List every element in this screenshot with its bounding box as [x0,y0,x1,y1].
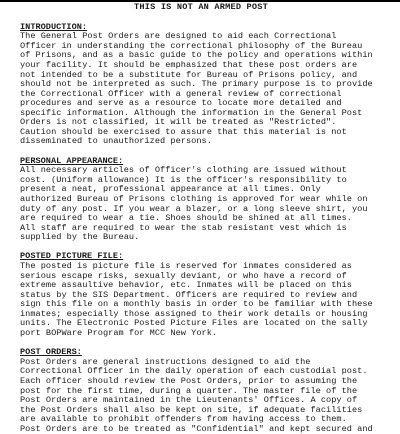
text-line: the Correctional Officer with a general review of correctional [20,88,342,99]
section-heading: POST ORDERS: [20,347,82,358]
section-post-orders [20,348,382,434]
post-header: THIS IS NOT AN ARMED POST [134,2,268,12]
text-line: supplied by the Bureau. [20,232,140,243]
text-line: Post Orders are general instructions designed to aid the [20,356,311,367]
text-line: should not be interpreted as such. The primary purpose is to provide [20,79,373,90]
text-line: present a neat, professional appearance at all times. Only [20,184,321,195]
text-line: authorized Bureau of Prisons clothing is approved for wear while on [20,193,368,204]
text-line: of Prisons, and as a basic guide to the policy and operations within [20,50,373,61]
section-heading: PERSONAL APPEARANCE: [20,155,124,166]
text-line: All necessary articles of Officer's clothing are issued without [20,165,347,176]
text-line: duty of any post. If you wear a blazer, or a long sleeve shirt, you [20,203,368,214]
text-line: All staff are required to wear the stab resistant vest which is [20,222,347,233]
text-line: Caution should be exercised to assure that this material is not [20,126,347,137]
section-body [20,358,382,434]
section-heading: POSTED PICTURE FILE: [20,251,124,262]
text-line: post for the first time, during a quarter. The master file of the [20,385,358,396]
text-line: status by the SIS Department. Officers are required to review and [20,289,358,300]
text-line: disseminated to unauthorized persons. [20,136,212,147]
text-line: cost. (Uniform allowance) It is the officer's responsibility to [20,174,347,185]
section-body [20,262,382,338]
text-line: Post Orders are to be treated as "Confidential" and kept secured and [20,423,373,434]
text-line: port BOPWare Program for MCC New York. [20,327,218,338]
section-personal-appearance [20,157,382,243]
text-line: Post Orders are maintained in the Lieutenants' Offices. A copy of [20,395,358,406]
text-line: Orders is not classified, it will be treated as "Restricted". [20,117,337,128]
text-line: Each officer should review the Post Orders, prior to assuming the [20,375,358,386]
text-line: specific information. Although the information in the General Post [20,107,363,118]
text-line: serious escape risks, sexually deviant, or who have a record of [20,270,347,281]
text-line: inmates; especially those assigned to their work details or housing [20,308,368,319]
text-line: extreme assaultive behavior, etc. Inmates will be placed on this [20,280,352,291]
section-body [20,32,382,147]
section-posted-picture-file [20,252,382,338]
text-line: The General Post Orders are designed to aid each Correctional [20,31,337,42]
text-line: units. The Electronic Posted Picture Files are located on the sally [20,318,368,329]
text-line: The posted is picture file is reserved for inmates considered as [20,261,352,272]
text-line: not intended to be a substitute for Bureau of Prisons policy, and [20,69,358,80]
text-line: procedures and serve as a resource to locate more detailed and [20,98,342,109]
text-line: the Post Orders shall also be kept on site, if adequate facilities [20,404,363,415]
text-line: are required to wear a tie. Shoes should be shined at all times. [20,213,352,224]
section-body [20,166,382,242]
section-heading: INTRODUCTION: [20,21,88,32]
text-line: are available to prohibit offenders from having access to them. [20,414,347,425]
text-line: sign this file on a monthly basis in order to be familiar with these [20,299,373,310]
text-line: Correctional Officer in the daily operation of each custodial post. [20,366,368,377]
top-rule [0,0,400,2]
text-line: Officer in understanding the correctional philosophy of the Bureau [20,40,363,51]
section-introduction [20,23,382,147]
text-line: your facility. It should be emphasized that these post orders are [20,60,358,71]
